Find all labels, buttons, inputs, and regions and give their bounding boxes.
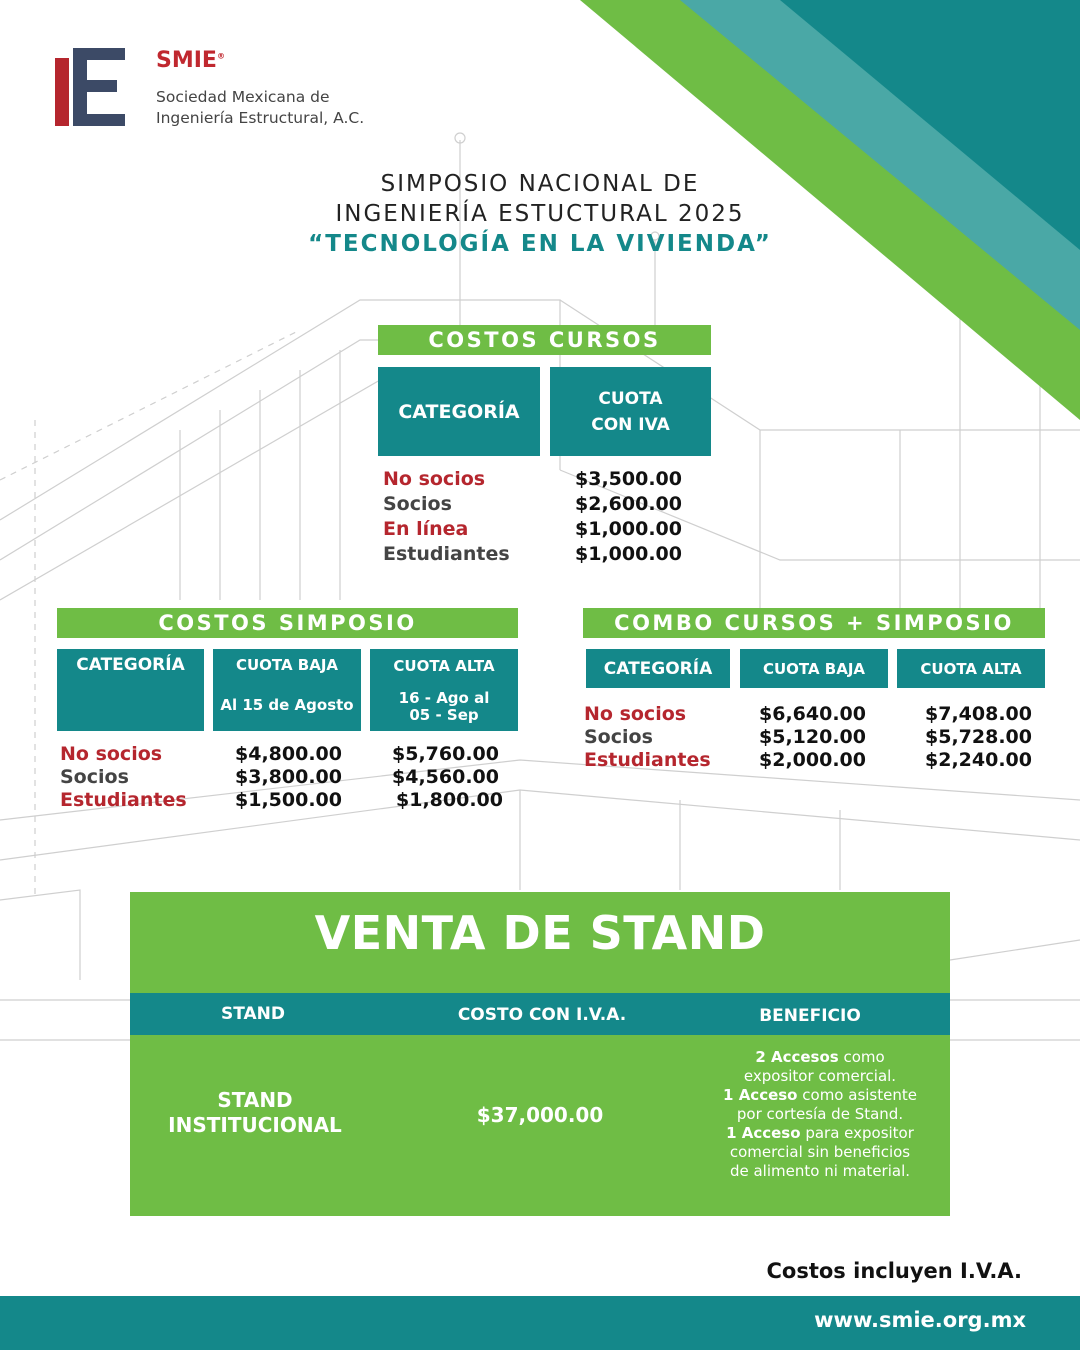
simposio-header-alta: CUOTA ALTA 16 - Ago al 05 - Sep: [370, 649, 518, 731]
simposio-row-baja: $1,500.00: [235, 789, 342, 811]
simposio-row-label: No socios: [60, 743, 163, 765]
combo-title: COMBO CURSOS + SIMPOSIO: [583, 608, 1045, 638]
combo-row-alta: $7,408.00: [925, 703, 1032, 725]
stand-header-stand: STAND: [220, 1004, 285, 1024]
combo-header-alta: CUOTA ALTA: [897, 649, 1045, 688]
cursos-row-label: En línea: [383, 518, 469, 540]
simposio-row-label: Socios: [60, 766, 129, 788]
footer-url-link[interactable]: www.smie.org.mx: [814, 1308, 1026, 1332]
combo-row-label: Socios: [584, 726, 653, 748]
cursos-header-cuota: CUOTA CON IVA: [550, 367, 711, 456]
combo-row-alta: $2,240.00: [925, 749, 1032, 771]
combo-row-alta: $5,728.00: [925, 726, 1032, 748]
stand-title: VENTA DE STAND: [314, 906, 766, 960]
combo-row-baja: $5,120.00: [759, 726, 866, 748]
simposio-row-alta: $5,760.00: [392, 743, 499, 765]
simposio-row-alta: $4,560.00: [392, 766, 499, 788]
simposio-header-baja: CUOTA BAJA Al 15 de Agosto: [213, 649, 361, 731]
smie-logo-icon: [55, 48, 125, 126]
combo-row-baja: $6,640.00: [759, 703, 866, 725]
simposio-row-baja: $4,800.00: [235, 743, 342, 765]
cursos-row-price: $1,000.00: [575, 518, 682, 540]
title-line-1: SIMPOSIO NACIONAL DE: [380, 171, 700, 197]
simposio-title: COSTOS SIMPOSIO: [57, 608, 518, 638]
title-line-2: INGENIERÍA ESTUCTURAL 2025: [335, 201, 745, 227]
stand-price: $37,000.00: [476, 1103, 604, 1127]
cursos-row-label: Estudiantes: [383, 543, 510, 565]
logo-acronym: SMIE®: [156, 48, 225, 73]
simposio-row-baja: $3,800.00: [235, 766, 342, 788]
simposio-header-categoria: CATEGORÍA: [57, 649, 204, 731]
cursos-row-price: $1,000.00: [575, 543, 682, 565]
combo-header-categoria: CATEGORÍA: [586, 649, 730, 688]
cursos-row-label: No socios: [383, 468, 486, 490]
simposio-row-label: Estudiantes: [60, 789, 187, 811]
logo-org-name: Sociedad Mexicana de Ingeniería Estructural, A.C.: [156, 88, 365, 127]
stand-header-costo: COSTO CON I.V.A.: [457, 1005, 627, 1025]
stand-name: STAND INSTITUCIONAL: [168, 1088, 342, 1137]
stand-header-beneficio: BENEFICIO: [759, 1006, 861, 1026]
combo-row-label: Estudiantes: [584, 749, 711, 771]
title-theme: “TECNOLOGÍA EN LA VIVIENDA”: [308, 231, 772, 257]
simposio-row-alta: $1,800.00: [396, 789, 503, 811]
cursos-row-price: $3,500.00: [575, 468, 682, 490]
cursos-row-label: Socios: [383, 493, 452, 515]
stand-benefits: 2 Accesos como expositor comercial. 1 Acceso como asistente por cortesía de Stand. 1 Acceso para expositor comercial sin beneficios de alimento ni material.: [723, 1048, 917, 1180]
cursos-row-price: $2,600.00: [575, 493, 682, 515]
combo-header-baja: CUOTA BAJA: [740, 649, 888, 688]
footer-note: Costos incluyen I.V.A.: [766, 1259, 1022, 1283]
cursos-title: COSTOS CURSOS: [378, 325, 711, 355]
cursos-header-categoria: CATEGORÍA: [378, 367, 540, 456]
combo-row-label: No socios: [584, 703, 687, 725]
combo-row-baja: $2,000.00: [759, 749, 866, 771]
